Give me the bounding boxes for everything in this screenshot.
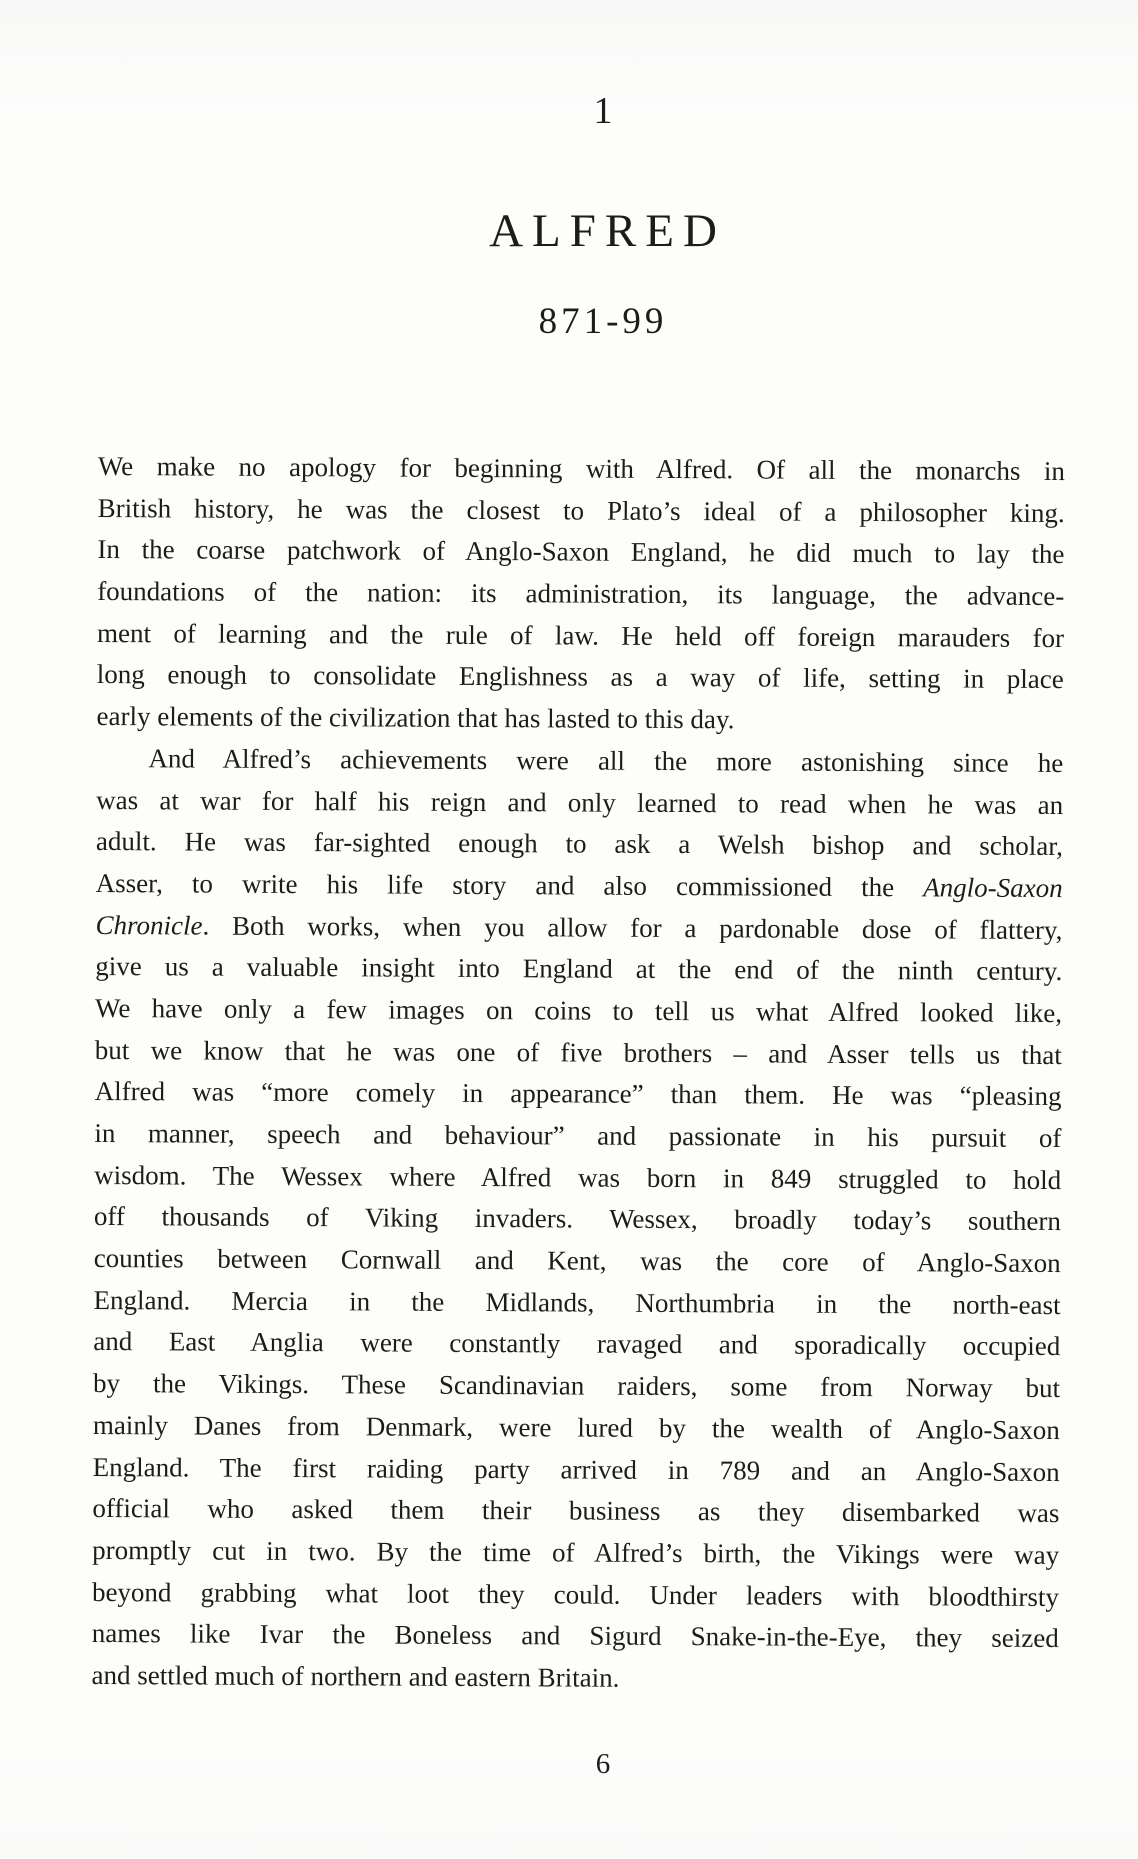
- text-run: In the coarse patchwork of Anglo-Saxon England, he did much to lay the: [97, 534, 1065, 570]
- text-run: names like Ivar the Boneless and Sigurd Snake-in-the-Eye, they seized: [91, 1618, 1059, 1654]
- chapter-title: ALFRED: [489, 205, 726, 257]
- text-run: give us a valuable insight into England at the end of the ninth century.: [95, 951, 1063, 987]
- text-run: by the Vikings. These Scandinavian raiders, some from Norway but: [93, 1368, 1061, 1404]
- text-line: [93, 1446, 1060, 1493]
- text-line: [96, 863, 1063, 910]
- text-line: [97, 529, 1064, 576]
- text-run: early elements of the civilization that has lasted to this day.: [96, 701, 735, 735]
- chapter-dates: 871-99: [538, 301, 668, 342]
- italic-text-run: Anglo-Saxon: [923, 872, 1063, 903]
- text-run: but we know that he was one of five brothers – and Asser tells us that: [94, 1034, 1062, 1070]
- text-run: We make no apology for beginning with Alfred. Of all the monarchs in: [97, 450, 1065, 487]
- text-line: [93, 1363, 1060, 1410]
- text-run: England. The first raiding party arrived in 789 and an Anglo-Saxon: [92, 1451, 1060, 1487]
- text-line: [94, 1238, 1061, 1285]
- text-line: [95, 905, 1062, 952]
- text-line: [95, 946, 1062, 993]
- text-line: [94, 1113, 1061, 1160]
- text-run: promptly cut in two. By the time of Alfred’s birth, the Vikings were way: [92, 1534, 1060, 1570]
- text-line: [95, 1071, 1062, 1118]
- text-run: beyond grabbing what loot they could. Under leaders with bloodthirsty: [91, 1576, 1060, 1612]
- text-run: mainly Danes from Denmark, were lured by the wealth of Anglo-Saxon: [92, 1409, 1060, 1445]
- text-line: [97, 613, 1064, 660]
- text-line: [93, 1321, 1060, 1368]
- text-run: was at war for half his reign and only learned to read when he was an: [96, 784, 1064, 820]
- text-run: British history, he was the closest to Plato’s ideal of a philosopher king.: [97, 492, 1065, 528]
- text-run: We have only a few images on coins to tell us what Alfred looked like,: [94, 992, 1063, 1028]
- text-run: Alfred was “more comely in appearance” than them. He was “pleasing: [94, 1076, 1062, 1112]
- text-line: [93, 1405, 1060, 1452]
- text-line: [96, 821, 1063, 868]
- text-run: Asser, to write his life story and also commissioned the: [95, 867, 924, 903]
- text-line: [92, 1530, 1059, 1577]
- text-line: [96, 779, 1063, 826]
- text-line: [93, 1280, 1060, 1327]
- text-line: [91, 1655, 1058, 1702]
- text-line: [94, 1196, 1061, 1243]
- text-run: long enough to consolidate Englishness as a way of life, setting in place: [96, 659, 1064, 695]
- text-run: England. Mercia in the Midlands, Northumbria in the north-east: [93, 1284, 1061, 1320]
- text-line: [95, 1030, 1062, 1077]
- text-line: [96, 738, 1063, 785]
- text-run: and settled much of northern and eastern Britain.: [91, 1659, 620, 1693]
- text-line: [98, 446, 1065, 493]
- text-line: [97, 654, 1064, 701]
- text-run: in manner, speech and behaviour” and passionate in his pursuit of: [94, 1117, 1062, 1154]
- text-line: [92, 1488, 1059, 1535]
- italic-text-run: Chronicle: [95, 909, 203, 941]
- body-text: [91, 446, 1065, 1702]
- text-run: ment of learning and the rule of law. He held off foreign marauders for: [96, 617, 1065, 653]
- text-run: adult. He was far-sighted enough to ask a Welsh bishop and scholar,: [95, 826, 1063, 862]
- text-line: [92, 1572, 1059, 1619]
- text-run: And Alfred’s achievements were all the more astonishing since he: [148, 743, 1064, 778]
- text-run: foundations of the nation: its administration, its language, the advance-: [97, 576, 1065, 612]
- text-run: official who asked them their business as they disembarked was: [92, 1493, 1060, 1529]
- page-number: 6: [595, 1748, 611, 1780]
- text-line: [95, 988, 1062, 1035]
- text-line: [96, 696, 1063, 743]
- text-run: off thousands of Viking invaders. Wessex, broadly today’s southern: [93, 1201, 1062, 1237]
- text-line: [94, 1155, 1061, 1202]
- text-line: [97, 571, 1064, 618]
- text-run: wisdom. The Wessex where Alfred was born in 849 struggled to hold: [94, 1159, 1062, 1195]
- text-line: [92, 1613, 1059, 1660]
- text-run: and East Anglia were constantly ravaged and sporadically occupied: [93, 1326, 1061, 1362]
- text-line: [98, 488, 1065, 535]
- text-run: counties between Cornwall and Kent, was the core of Anglo-Saxon: [93, 1243, 1061, 1279]
- text-run: . Both works, when you allow for a pardonable dose of flattery,: [202, 910, 1063, 945]
- chapter-number: 1: [593, 90, 613, 132]
